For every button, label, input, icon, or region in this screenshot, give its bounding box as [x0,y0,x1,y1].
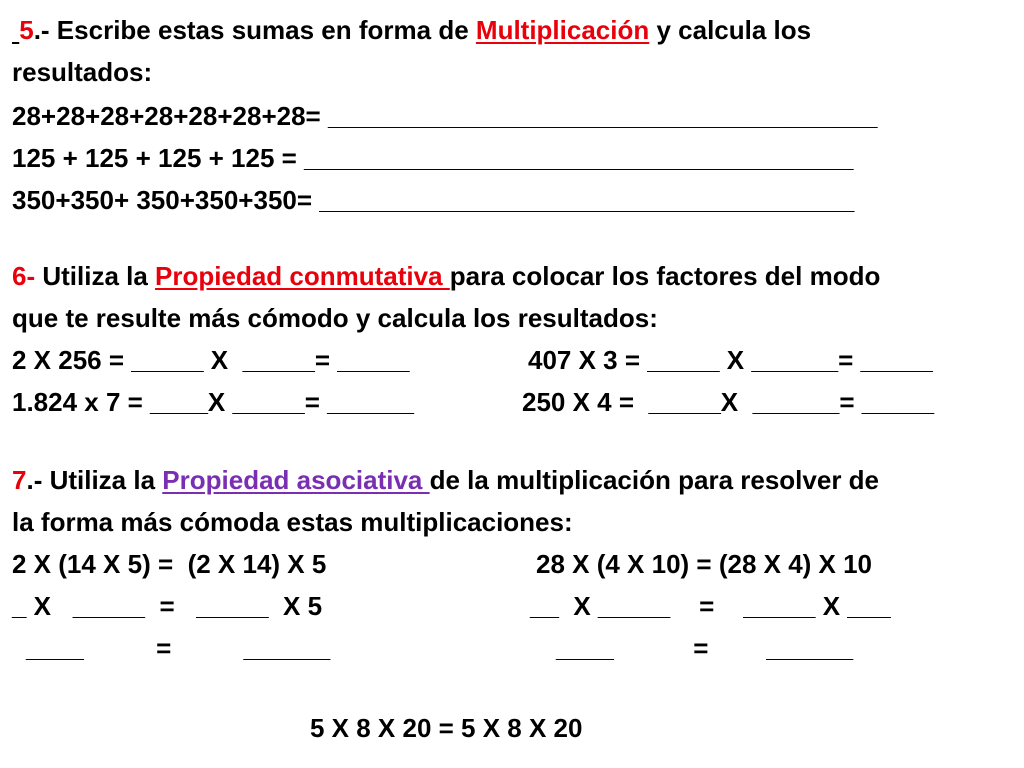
ex7-heading-line2: la forma más cómoda estas multiplicaciones: [12,507,573,537]
ex5-heading-line2: resultados: [12,57,153,87]
ex5-text-1: .- Escribe estas sumas en forma de [33,15,476,45]
ex6-keyword: Propiedad conmutativa [155,261,450,291]
ex7-row3-right: ____ = ______ [556,633,854,663]
ex5-sum-2: 125 + 125 + 125 + 125 = ______________________________________ [12,143,854,173]
ex6-heading [12,260,880,292]
ex7-row2-right: __ X _____ = _____ X ___ [530,591,891,621]
ex7-row1-left: 2 X (14 X 5) = (2 X 14) X 5 [12,549,327,579]
ex6-row2-right: 250 X 4 = _____X ______= _____ [522,387,935,417]
ex5-number: 5 [19,15,34,45]
ex6-text-1: Utiliza la [35,261,156,291]
ex5-sum-1: 28+28+28+28+28+28+28= ______________________________________ [12,101,878,131]
ex7-row1-right: 28 X (4 X 10) = (28 X 4) X 10 [536,549,873,579]
ex6-heading-line2: que te resulte más cómodo y calcula los resultados: [12,303,658,333]
ex5-sum-3: 350+350+ 350+350+350= _____________________________________ [12,185,855,215]
ex5-heading [12,14,811,46]
ex6-text-2: para colocar los factores del modo [449,261,881,291]
ex7-text-1: .- Utiliza la [26,465,163,495]
ex6-row1-left: 2 X 256 = _____ X _____= _____ [12,345,410,375]
ex6-row1-right: 407 X 3 = _____ X ______= _____ [528,345,933,375]
ex7-keyword: Propiedad asociativa [162,465,430,495]
ex7-number: 7 [12,465,27,495]
ex7-text-2: de la multiplicación para resolver de [429,465,879,495]
ex6-number: 6- [12,261,36,291]
ex7-row3-left: ____ = ______ [26,633,331,663]
ex5-text-2: y calcula los [649,15,812,45]
ex7-row2-left: _ X _____ = _____ X 5 [12,591,323,621]
ex6-row2-left: 1.824 x 7 = ____X _____= ______ [12,387,414,417]
ex7-final-equation: 5 X 8 X 20 = 5 X 8 X 20 [310,713,583,743]
ex5-keyword: Multiplicación [475,15,650,45]
ex7-heading [12,464,879,496]
